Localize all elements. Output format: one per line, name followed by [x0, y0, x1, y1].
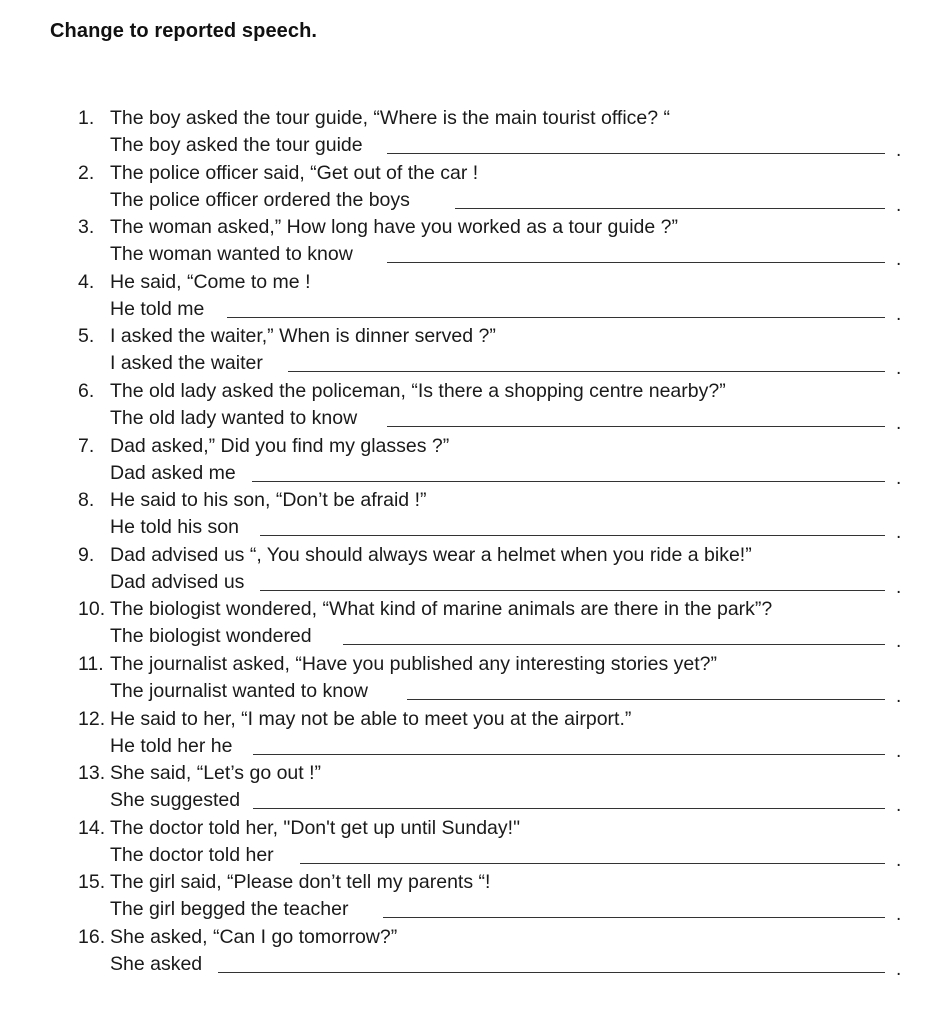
item-number: 3. [78, 216, 95, 239]
direct-speech-sentence: The biologist wondered, “What kind of marine animals are there in the park”? [110, 598, 773, 621]
exercise-item [0, 104, 937, 159]
sentence-end-period: . [896, 412, 902, 434]
answer-line [0, 950, 937, 978]
question-line [0, 268, 937, 296]
reported-speech-prompt: The woman wanted to know [110, 243, 353, 266]
sentence-end-period: . [896, 795, 902, 817]
answer-line [0, 131, 937, 159]
item-number: 2. [78, 161, 95, 184]
exercise-item [0, 595, 937, 653]
sentence-end-period: . [896, 685, 902, 707]
question-line [0, 486, 937, 514]
sentence-end-period: . [896, 631, 902, 653]
direct-speech-sentence: I asked the waiter,” When is dinner served ?” [110, 325, 496, 348]
answer-line [0, 186, 937, 214]
answer-blank[interactable] [218, 972, 885, 973]
exercise-item [0, 268, 937, 323]
question-line [0, 104, 937, 132]
answer-line [0, 732, 937, 760]
sentence-end-period: . [896, 358, 902, 380]
item-number: 11. [78, 652, 104, 675]
sentence-end-period: . [896, 467, 902, 489]
direct-speech-sentence: He said, “Come to me ! [110, 270, 311, 293]
item-number: 7. [78, 434, 95, 457]
exercise-item [0, 705, 937, 760]
sentence-end-period: . [896, 576, 902, 598]
reported-speech-prompt: He told her he [110, 734, 233, 757]
exercise-item [0, 868, 937, 926]
page-title: Change to reported speech. [50, 20, 318, 42]
answer-line [0, 349, 937, 380]
item-number: 15. [78, 871, 106, 894]
direct-speech-sentence: The journalist asked, “Have you published any interesting stories yet?” [110, 652, 717, 675]
direct-speech-sentence: She said, “Let’s go out !” [110, 762, 322, 785]
direct-speech-sentence: He said to his son, “Don’t be afraid !” [110, 489, 427, 512]
answer-line [0, 568, 937, 596]
answer-line [0, 841, 937, 869]
exercise-item [0, 923, 937, 978]
sentence-end-period: . [896, 522, 902, 544]
question-line [0, 705, 937, 733]
answer-line [0, 895, 937, 926]
answer-line [0, 513, 937, 544]
sentence-end-period: . [896, 849, 902, 871]
direct-speech-sentence: The boy asked the tour guide, “Where is the main tourist office? “ [110, 107, 671, 129]
question-line [0, 432, 937, 460]
sentence-end-period: . [896, 249, 902, 271]
reported-speech-prompt: He told his son [110, 516, 239, 539]
answer-blank[interactable] [455, 208, 885, 209]
exercise-item [0, 159, 937, 214]
answer-line [0, 404, 937, 432]
question-line [0, 377, 937, 405]
exercise-item [0, 759, 937, 817]
answer-line [0, 677, 937, 705]
sentence-end-period: . [896, 740, 902, 762]
direct-speech-sentence: Dad advised us “, You should always wear a helmet when you ride a bike!” [110, 543, 752, 566]
answer-blank[interactable] [407, 699, 885, 700]
exercise-item [0, 486, 937, 544]
answer-line [0, 295, 937, 323]
direct-speech-sentence: He said to her, “I may not be able to meet you at the airport.” [110, 707, 632, 730]
item-number: 13. [78, 762, 106, 785]
item-number: 16. [78, 925, 106, 948]
reported-speech-prompt: She asked [110, 952, 203, 975]
answer-blank[interactable] [253, 808, 885, 809]
item-number: 5. [78, 325, 95, 348]
exercise-item [0, 432, 937, 487]
answer-line [0, 786, 937, 817]
answer-blank[interactable] [253, 754, 885, 755]
exercise-item [0, 213, 937, 271]
sentence-end-period: . [896, 140, 902, 161]
item-number: 8. [78, 489, 95, 512]
question-line [0, 213, 937, 241]
answer-blank[interactable] [227, 317, 885, 318]
reported-speech-prompt: The doctor told her [110, 843, 274, 866]
reported-speech-prompt: Dad advised us [110, 570, 245, 593]
item-number: 12. [78, 707, 106, 730]
answer-blank[interactable] [260, 590, 885, 591]
answer-blank[interactable] [300, 863, 885, 864]
item-number: 4. [78, 270, 95, 293]
exercise-list [0, 104, 937, 978]
answer-line [0, 622, 937, 653]
answer-blank[interactable] [288, 371, 885, 372]
answer-line [0, 240, 937, 271]
item-number: 14. [78, 816, 106, 839]
direct-speech-sentence: The old lady asked the policeman, “Is there a shopping centre nearby?” [110, 379, 726, 402]
direct-speech-sentence: The woman asked,” How long have you worked as a tour guide ?” [110, 216, 678, 239]
sentence-end-period: . [896, 958, 902, 980]
question-line [0, 650, 937, 678]
reported-speech-prompt: The boy asked the tour guide [110, 134, 363, 156]
item-number: 10. [78, 598, 106, 621]
reported-speech-prompt: She suggested [110, 789, 241, 812]
item-number: 6. [78, 379, 95, 402]
reported-speech-prompt: He told me [110, 297, 205, 320]
direct-speech-sentence: The girl said, “Please don’t tell my parents “! [110, 871, 491, 894]
reported-speech-prompt: The girl begged the teacher [110, 898, 349, 921]
exercise-item [0, 541, 937, 596]
question-line [0, 759, 937, 787]
exercise-item [0, 650, 937, 705]
answer-blank[interactable] [387, 153, 885, 154]
direct-speech-sentence: The doctor told her, "Don't get up until Sunday!" [110, 816, 520, 839]
sentence-end-period: . [896, 194, 902, 216]
answer-line [0, 459, 937, 487]
exercise-item [0, 377, 937, 432]
direct-speech-sentence: She asked, “Can I go tomorrow?” [110, 925, 398, 948]
reported-speech-prompt: I asked the waiter [110, 352, 263, 375]
answer-blank[interactable] [260, 535, 885, 536]
reported-speech-prompt: Dad asked me [110, 461, 236, 484]
item-number: 1. [78, 107, 95, 129]
direct-speech-sentence: The police officer said, “Get out of the car ! [110, 161, 479, 184]
question-line [0, 541, 937, 569]
question-line [0, 923, 937, 951]
question-line [0, 595, 937, 623]
exercise-item [0, 322, 937, 380]
answer-blank[interactable] [343, 644, 885, 645]
item-number: 9. [78, 543, 95, 566]
exercise-item [0, 814, 937, 869]
reported-speech-prompt: The old lady wanted to know [110, 406, 358, 429]
sentence-end-period: . [896, 303, 902, 325]
answer-blank[interactable] [387, 426, 885, 427]
reported-speech-prompt: The police officer ordered the boys [110, 188, 410, 211]
direct-speech-sentence: Dad asked,” Did you find my glasses ?” [110, 434, 450, 457]
answer-blank[interactable] [252, 481, 885, 482]
answer-blank[interactable] [383, 917, 885, 918]
question-line [0, 159, 937, 187]
question-line [0, 814, 937, 842]
answer-blank[interactable] [387, 262, 885, 263]
reported-speech-prompt: The journalist wanted to know [110, 679, 368, 702]
question-line [0, 868, 937, 896]
question-line [0, 322, 937, 350]
reported-speech-prompt: The biologist wondered [110, 625, 312, 648]
sentence-end-period: . [896, 904, 902, 926]
